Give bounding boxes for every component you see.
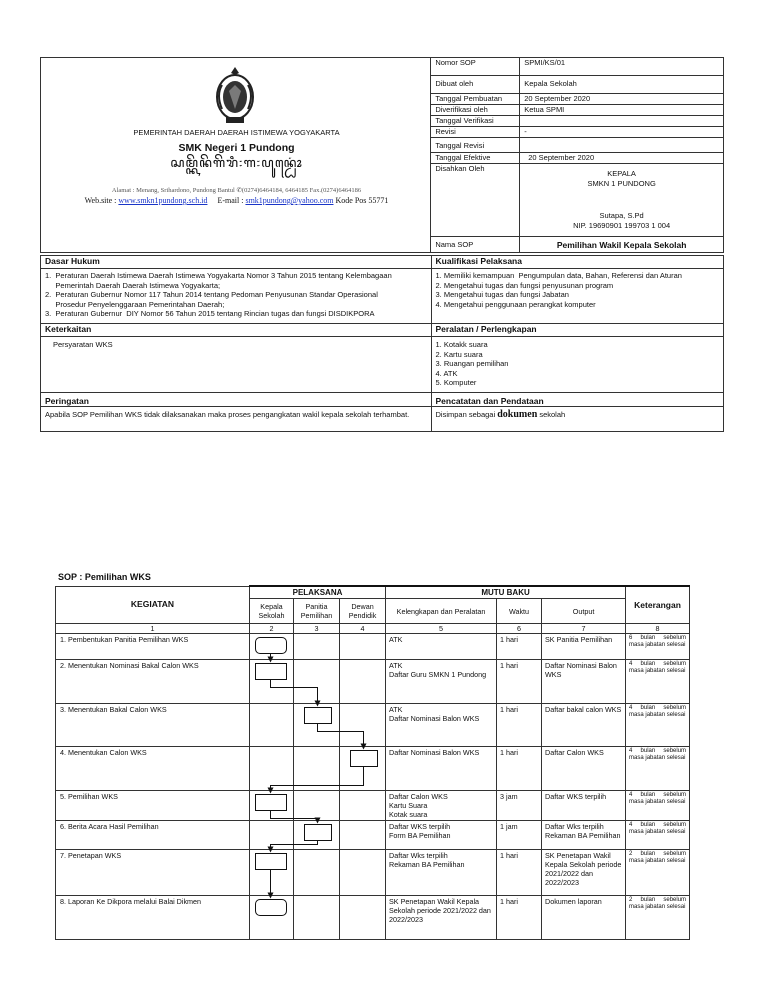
kualifikasi-item: 1. Memiliki kemampuan Pengumpulan data, Bahan, Referensi dan Aturan <box>435 271 682 280</box>
flow-output: Daftar Nominasi Balon WKS <box>542 660 626 704</box>
coat-of-arms-icon <box>212 65 258 125</box>
pencatatan-title: Pencatatan dan Pendataan <box>431 393 723 407</box>
kualifikasi-item: 4. Mengetahui penggunaan perangkat komputer <box>435 299 596 309</box>
kepala-lane <box>250 704 294 747</box>
column-number: 1 <box>56 624 250 634</box>
flow-kegiatan: 6. Berita Acara Hasil Pemilihan <box>56 821 250 850</box>
kegiatan-header: KEGIATAN <box>56 586 250 624</box>
email-label: E-mail : <box>217 196 244 205</box>
panitia-lane <box>294 821 340 850</box>
school-name: SMK Negeri 1 Pundong <box>178 142 295 154</box>
flow-row <box>56 850 690 896</box>
dasar-hukum-item: 3. Peraturan Gubernur DIY Nomor 56 Tahun 2015 tentang Rincian tugas dan fungsi DISDIKPORA <box>45 309 375 318</box>
revisi-value: - <box>520 127 724 138</box>
peralatan-item: 2. Kartu suara <box>435 349 483 359</box>
tgl-efektive-value: 20 September 2020 <box>520 153 724 164</box>
disahkan-title-1: KEPALA <box>607 169 636 178</box>
flow-waktu: 1 hari <box>497 634 542 660</box>
government-name: PEMERINTAH DAERAH DAERAH ISTIMEWA YOGYAKARTA <box>133 128 340 137</box>
panitia-lane <box>294 747 340 791</box>
nama-sop-value: Pemilihan Wakil Kepala Sekolah <box>520 237 724 253</box>
peralatan-item: 5. Komputer <box>435 378 477 387</box>
pelaksana-header: PELAKSANA <box>250 586 386 599</box>
panitia-lane <box>294 896 340 940</box>
panitia-lane <box>294 660 340 704</box>
dibuat-label: Dibuat oleh <box>431 76 520 94</box>
nama-sop-label: Nama SOP <box>431 237 520 253</box>
nomor-sop-value: SPMI/KS/01 <box>520 58 724 76</box>
column-number: 7 <box>542 624 626 634</box>
kepala-lane <box>250 850 294 896</box>
tgl-efektive-label: Tanggal Efektive <box>431 153 520 164</box>
flow-output: SK Penetapan Wakil Kepala Sekolah periode 2021/2022 dan 2022/2023 <box>542 850 626 896</box>
flow-kegiatan: 2. Menentukan Nominasi Bakal Calon WKS <box>56 660 250 704</box>
flow-kegiatan: 5. Pemilihan WKS <box>56 791 250 821</box>
dewan-header: Dewan Pendidik <box>340 599 386 624</box>
flow-waktu: 1 hari <box>497 704 542 747</box>
flow-kegiatan: 3. Menentukan Bakal Calon WKS <box>56 704 250 747</box>
tgl-revisi-label: Tanggal Revisi <box>431 138 520 153</box>
tgl-pembuatan-value: 20 September 2020 <box>520 94 724 105</box>
keterkaitan-title: Keterkaitan <box>41 324 432 337</box>
flow-waktu: 1 jam <box>497 821 542 850</box>
school-address: Alamat : Menang, Srihardono, Pundong Bantul ✆(0274)6464184, 6464185 Fax.(0274)6464186 <box>111 187 362 194</box>
dewan-lane <box>340 791 386 821</box>
column-number-row <box>56 624 690 634</box>
flow-kegiatan: 1. Pembentukan Panitia Pemilihan WKS <box>56 634 250 660</box>
flow-waktu: 1 hari <box>497 850 542 896</box>
flow-row <box>56 704 690 747</box>
flow-kelengkapan: ATK Daftar Guru SMKN 1 Pundong <box>386 660 497 704</box>
sop-sections-table <box>40 255 724 432</box>
contact-line <box>41 196 432 206</box>
tgl-verifikasi-label: Tanggal Verifikasi <box>431 116 520 127</box>
flow-keterangan: 4 bulan sebelum masa jabatan selesai <box>626 821 690 850</box>
flow-keterangan: 4 bulan sebelum masa jabatan selesai <box>626 704 690 747</box>
pencatatan-bold: dokumen <box>497 409 538 420</box>
flow-kelengkapan: Daftar Calon WKS Kartu Suara Kotak suara <box>386 791 497 821</box>
flow-waktu: 1 hari <box>497 747 542 791</box>
flow-keterangan: 4 bulan sebelum masa jabatan selesai <box>626 747 690 791</box>
dewan-lane <box>340 660 386 704</box>
flow-waktu: 1 hari <box>497 896 542 940</box>
flow-kelengkapan: Daftar WKS terpilih Form BA Pemilihan <box>386 821 497 850</box>
output-header: Output <box>542 599 626 624</box>
dewan-lane <box>340 896 386 940</box>
tgl-pembuatan-label: Tanggal Pembuatan <box>431 94 520 105</box>
dasar-hukum-item: 2. Peraturan Gubernur Nomor 117 Tahun 2014 tentang Pedoman Penyusunan Standar Operasional <box>45 290 378 299</box>
flow-keterangan: 4 bulan sebelum masa jabatan selesai <box>626 791 690 821</box>
dasar-hukum-item: Pemerintah Daerah Daerah Istimewa Yogyakarta; <box>45 280 221 290</box>
disahkan-nip: NIP. 19690901 199703 1 004 <box>573 221 671 230</box>
panitia-lane <box>294 791 340 821</box>
panitia-lane <box>294 634 340 660</box>
revisi-label: Revisi <box>431 127 520 138</box>
dewan-lane <box>340 634 386 660</box>
flow-kegiatan: 4. Menentukan Calon WKS <box>56 747 250 791</box>
keterangan-header: Keterangan <box>626 586 690 624</box>
flow-row <box>56 821 690 850</box>
flow-row <box>56 660 690 704</box>
letterhead-cell <box>41 58 431 253</box>
peringatan-title: Peringatan <box>41 393 432 407</box>
column-number: 6 <box>497 624 542 634</box>
panitia-lane <box>294 704 340 747</box>
flow-kelengkapan: Daftar Nominasi Balon WKS <box>386 747 497 791</box>
mutu-baku-header: MUTU BAKU <box>386 586 626 599</box>
flow-kelengkapan: SK Penetapan Wakil Kepala Sekolah periode 2021/2022 dan 2022/2023 <box>386 896 497 940</box>
sop-header-table <box>40 57 724 253</box>
dewan-lane <box>340 821 386 850</box>
kepala-lane <box>250 634 294 660</box>
disahkan-block <box>520 164 724 237</box>
kepala-lane <box>250 660 294 704</box>
disahkan-title-2: SMKN 1 PUNDONG <box>587 179 656 188</box>
kelengkapan-header: Kelengkapan dan Peralatan <box>386 599 497 624</box>
tgl-revisi-value <box>520 138 724 153</box>
diverifikasi-value: Ketua SPMI <box>520 105 724 116</box>
kepala-lane <box>250 821 294 850</box>
flow-kelengkapan: Daftar Wks terpilih Rekaman BA Pemilihan <box>386 850 497 896</box>
nomor-sop-label: Nomor SOP <box>431 58 520 76</box>
kepala-lane <box>250 896 294 940</box>
diverifikasi-label: Diverifikasi oleh <box>431 105 520 116</box>
disahkan-name: Sutapa, S.Pd <box>599 211 644 220</box>
flow-row <box>56 791 690 821</box>
peralatan-title: Peralatan / Perlengkapan <box>431 324 723 337</box>
kepala-lane <box>250 791 294 821</box>
flow-output: SK Panitia Pemilihan <box>542 634 626 660</box>
column-number: 5 <box>386 624 497 634</box>
dasar-hukum-item: Prosedur Penyelenggaraan Pemerintahan Daerah; <box>45 299 225 309</box>
flow-waktu: 3 jam <box>497 791 542 821</box>
column-number: 2 <box>250 624 294 634</box>
kualifikasi-item: 3. Mengetahui tugas dan fungsi Jabatan <box>435 290 569 299</box>
flow-keterangan: 6 bulan sebelum masa jabatan selesai <box>626 634 690 660</box>
panitia-header: Panitia Pemilihan <box>294 599 340 624</box>
website-link[interactable]: www.smkn1pundong.sch.id <box>118 196 208 205</box>
dewan-lane <box>340 850 386 896</box>
sop-flow-table <box>55 585 690 940</box>
peralatan-item: 3. Ruangan pemilihan <box>435 359 509 368</box>
flow-waktu: 1 hari <box>497 660 542 704</box>
column-number: 3 <box>294 624 340 634</box>
kualifikasi-item: 2. Mengetahui tugas dan fungsi penyusunan program <box>435 280 614 290</box>
pencatatan-prefix: Disimpan sebagai <box>435 410 496 419</box>
kualifikasi-list <box>431 269 723 324</box>
peralatan-item: 4. ATK <box>435 368 458 378</box>
flow-row <box>56 896 690 940</box>
dewan-lane <box>340 747 386 791</box>
flow-kelengkapan: ATK Daftar Nominasi Balon WKS <box>386 704 497 747</box>
flow-output: Daftar bakal calon WKS <box>542 704 626 747</box>
flow-keterangan: 4 bulan sebelum masa jabatan selesai <box>626 660 690 704</box>
flow-keterangan: 2 bulan sebelum masa jabatan selesai <box>626 850 690 896</box>
waktu-header: Waktu <box>497 599 542 624</box>
dasar-hukum-title: Dasar Hukum <box>41 256 432 269</box>
kepala-header: Kepala Sekolah <box>250 599 294 624</box>
pencatatan-suffix: sekolah <box>539 410 566 419</box>
flow-output: Dokumen laporan <box>542 896 626 940</box>
flow-output: Daftar Calon WKS <box>542 747 626 791</box>
web-label: Web.site : <box>84 196 117 205</box>
javanese-script: ꦱꦩ꧀ꦏꦼꦤꦼꦒꦼꦫꦶ꧇꧑꧇ꦥꦸꦤ꧀ꦝꦺꦴꦁ <box>170 155 303 170</box>
flow-row <box>56 634 690 660</box>
disahkan-label: Disahkan Oleh <box>431 164 520 237</box>
dibuat-value: Kepala Sekolah <box>520 76 724 94</box>
column-number: 8 <box>626 624 690 634</box>
column-number: 4 <box>340 624 386 634</box>
flow-kegiatan: 8. Laporan Ke Dikpora melalui Balai Dikmen <box>56 896 250 940</box>
panitia-lane <box>294 850 340 896</box>
flow-row <box>56 747 690 791</box>
kualifikasi-title: Kualifikasi Pelaksana <box>431 256 723 269</box>
dasar-hukum-item: 1. Peraturan Daerah Istimewa Daerah Istimewa Yogyakarta Nomor 3 Tahun 2015 tentang Kelembagaan <box>45 271 392 280</box>
postal-code: Kode Pos 55771 <box>335 196 389 205</box>
flow-kegiatan: 7. Penetapan WKS <box>56 850 250 896</box>
flow-title: SOP : Pemilihan WKS <box>58 572 151 582</box>
keterkaitan-text: Persyaratan WKS <box>41 337 432 393</box>
dewan-lane <box>340 704 386 747</box>
peralatan-item: 1. Kotakk suara <box>435 340 488 349</box>
peringatan-text: Apabila SOP Pemilihan WKS tidak dilaksanakan maka proses pengangkatan wakil kepala sekolah terhambat. <box>41 407 432 432</box>
tgl-verifikasi-value <box>520 116 724 127</box>
flow-output: Daftar Wks terpilih Rekaman BA Pemilihan <box>542 821 626 850</box>
flow-keterangan: 2 bulan sebelum masa jabatan selesai <box>626 896 690 940</box>
flow-kelengkapan: ATK <box>386 634 497 660</box>
kepala-lane <box>250 747 294 791</box>
dasar-hukum-list <box>41 269 432 324</box>
email-link[interactable]: smk1pundong@yahoo.com <box>245 196 334 205</box>
pencatatan-text <box>431 407 723 432</box>
peralatan-list <box>431 337 723 393</box>
flow-output: Daftar WKS terpilih <box>542 791 626 821</box>
